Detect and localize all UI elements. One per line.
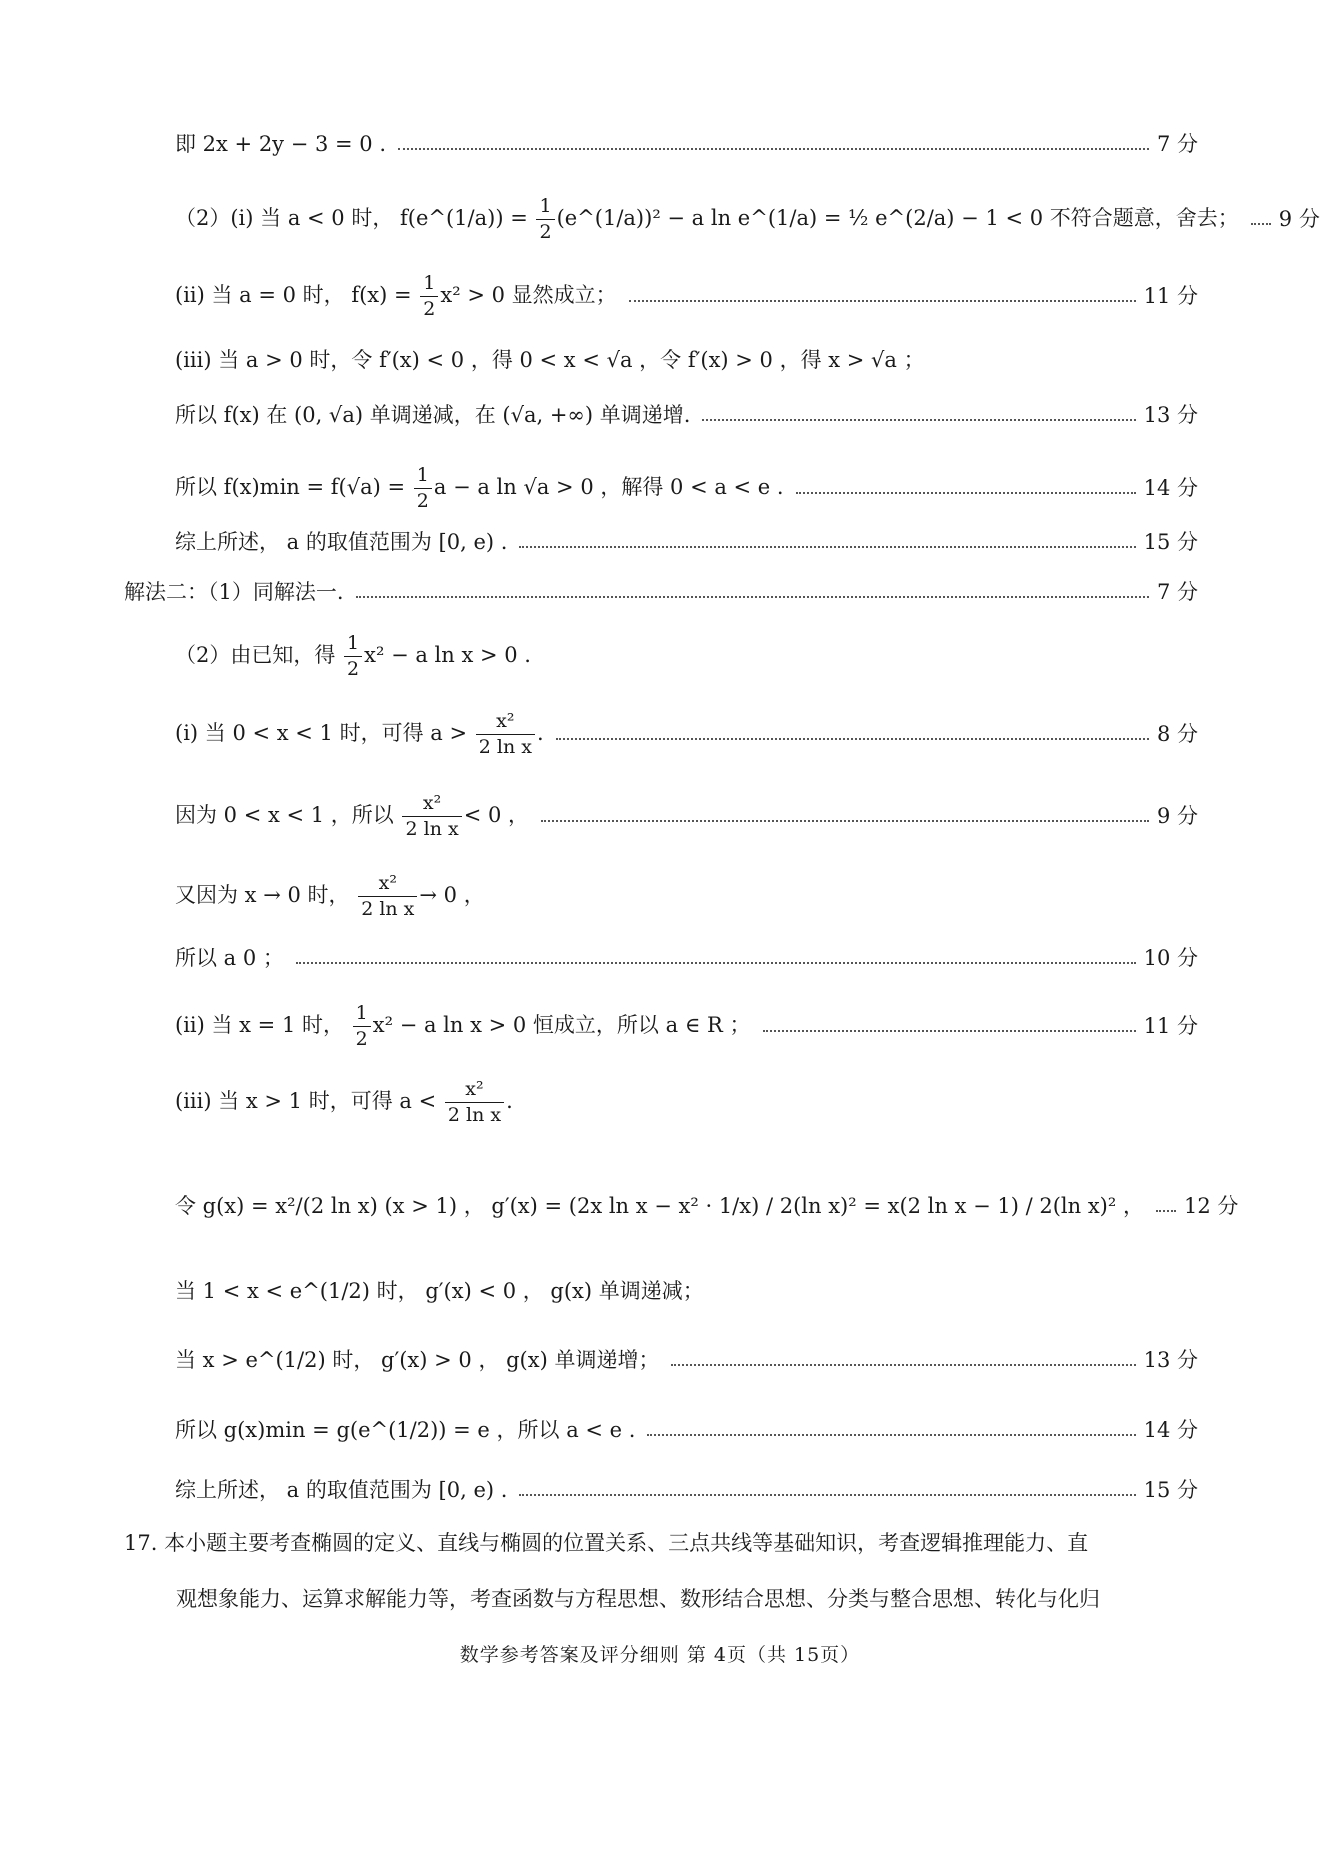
paragraph-line: 观想象能力、运算求解能力等，考查函数与方程思想、数形结合思想、分类与整合思想、转化与化归 (176, 1587, 1100, 1611)
line-10 (175, 712, 1198, 757)
fraction (476, 712, 535, 757)
formula-part: （2）由已知，得 (175, 643, 343, 667)
line-1 (175, 134, 1198, 155)
fraction-denominator: 2 (536, 219, 554, 242)
fraction-numerator: 1 (416, 464, 429, 486)
formula-part: x² − a ln x > 0 . (364, 643, 531, 667)
line-5 (175, 405, 1198, 426)
dot-leader (1251, 223, 1271, 225)
score: 13 分 (1143, 403, 1198, 427)
fraction-numerator: x² (422, 792, 442, 814)
formula-part: . (536, 721, 544, 745)
formula-part: 所以 f(x)min = f(√a) = (175, 475, 412, 499)
fraction-denominator: 2 (414, 488, 432, 511)
fraction (536, 197, 554, 242)
fraction-denominator: 2 (420, 296, 438, 319)
line-7 (175, 532, 1198, 553)
formula (175, 874, 485, 919)
fraction-denominator: 2 ln x (445, 1102, 504, 1125)
line-20 (175, 1480, 1198, 1501)
fraction-numerator: 1 (347, 632, 360, 654)
dot-leader (356, 596, 1149, 598)
line-2 (175, 195, 1320, 243)
formula (175, 712, 544, 757)
line-9 (175, 634, 1198, 679)
formula: 所以 a 0 ； (175, 946, 284, 970)
formula: (iii) 当 a > 0 时，令 f′(x) < 0 ，得 0 < x < √a ，令 f′(x) > 0 ，得 x > √a ； (175, 348, 925, 372)
score: 15 分 (1143, 530, 1198, 554)
line-19 (175, 1420, 1198, 1441)
formula (175, 466, 784, 511)
fraction (402, 794, 461, 839)
score: 15 分 (1143, 1478, 1198, 1502)
line-11 (175, 794, 1198, 839)
line-14 (175, 1004, 1198, 1049)
line-4 (175, 350, 1198, 371)
score: 7 分 (1156, 580, 1198, 604)
problem-17-paragraph (124, 1515, 1202, 1627)
score: 7 分 (1156, 132, 1198, 156)
dot-leader (671, 1364, 1135, 1366)
formula: 所以 f(x) 在 (0, √a) 单调递减，在 (√a, +∞) 单调递增. (175, 403, 691, 427)
formula-part: （2）(i) 当 a < 0 时， f(e^(1/a)) = (175, 206, 535, 230)
formula-part: 又因为 x → 0 时， (175, 883, 357, 907)
line-17 (175, 1281, 1198, 1302)
fraction-numerator: 1 (423, 272, 436, 294)
dot-leader (519, 1494, 1135, 1496)
formula-part: (ii) 当 x = 1 时， (175, 1013, 351, 1037)
formula: 综上所述， a 的取值范围为 [0, e) . (175, 530, 508, 554)
fraction-numerator: x² (378, 872, 397, 894)
formula: 综上所述， a 的取值范围为 [0, e) . (175, 1478, 508, 1502)
fraction (414, 466, 432, 511)
score: 10 分 (1143, 946, 1198, 970)
formula-part: x² − a ln x > 0 恒成立，所以 a ∈ R ； (372, 1013, 751, 1037)
score: 9 分 (1156, 804, 1198, 828)
dot-leader (702, 419, 1135, 421)
dot-leader (763, 1030, 1136, 1032)
fraction (344, 634, 362, 679)
fraction (358, 874, 417, 919)
formula-part: → 0 ， (419, 883, 485, 907)
formula (175, 634, 531, 679)
fraction-numerator: x² (496, 710, 515, 732)
dot-leader (629, 300, 1136, 302)
fraction-numerator: 1 (539, 195, 552, 217)
fraction-numerator: 1 (355, 1002, 368, 1024)
fraction-numerator: x² (465, 1078, 484, 1100)
fraction (353, 1004, 371, 1049)
formula-part: a − a ln √a > 0 ，解得 0 < a < e . (433, 475, 784, 499)
formula: 解法二：（1）同解法一. (124, 580, 344, 604)
formula: 即 2x + 2y − 3 = 0 . (175, 132, 387, 156)
score: 11 分 (1143, 284, 1198, 308)
formula-part: x² > 0 显然成立； (440, 283, 617, 307)
line-15 (175, 1080, 1198, 1125)
dot-leader (296, 962, 1136, 964)
formula (175, 1004, 751, 1049)
fraction-denominator: 2 (353, 1026, 371, 1049)
formula-part: < 0 ， (463, 803, 529, 827)
formula-part: (iii) 当 x > 1 时，可得 a < (175, 1089, 443, 1113)
fraction-denominator: 2 ln x (358, 896, 417, 919)
fraction-denominator: 2 (344, 656, 362, 679)
score: 11 分 (1143, 1014, 1198, 1038)
score: 13 分 (1143, 1348, 1198, 1372)
score: 12 分 (1183, 1194, 1239, 1218)
score: 14 分 (1143, 1418, 1198, 1442)
formula-part: 因为 0 < x < 1 ，所以 (175, 803, 401, 827)
fraction (420, 274, 438, 319)
line-6 (175, 466, 1198, 511)
formula: 当 1 < x < e^(1/2) 时， g′(x) < 0 ， g(x) 单调递减； (175, 1279, 704, 1303)
formula: 令 g(x) = x²/(2 ln x) (x > 1) ， g′(x) = (2x ln x − x² · 1/x) / 2(ln x)² = x(2 ln x − 1) / 2(ln x)² ， (175, 1194, 1144, 1218)
fraction-denominator: 2 ln x (476, 734, 535, 757)
formula-part: (ii) 当 a = 0 时， f(x) = (175, 283, 419, 307)
formula-part: (i) 当 0 < x < 1 时，可得 a > (175, 721, 474, 745)
line-12 (175, 874, 1198, 919)
paragraph-line: 17. 本小题主要考查椭圆的定义、直线与椭圆的位置关系、三点共线等基础知识，考查逻辑推理能力、直 (124, 1531, 1089, 1555)
score: 8 分 (1156, 722, 1198, 746)
line-3 (175, 274, 1198, 319)
line-16 (175, 1194, 1239, 1218)
dot-leader (398, 148, 1149, 150)
dot-leader (647, 1434, 1135, 1436)
formula-part: . (506, 1089, 513, 1113)
fraction-denominator: 2 ln x (402, 816, 461, 839)
page-footer: 数学参考答案及评分细则 第 4页（共 15页） (459, 1644, 861, 1666)
formula (175, 197, 1239, 242)
score: 14 分 (1143, 476, 1198, 500)
line-13 (175, 948, 1198, 969)
formula-part: (e^(1/a))² − a ln e^(1/a) = ½ e^(2/a) − 1 < 0 不符合题意，舍去； (556, 206, 1239, 230)
dot-leader (796, 492, 1136, 494)
formula (175, 1080, 513, 1125)
line-18 (175, 1350, 1198, 1371)
line-8 (124, 582, 1198, 603)
score: 9 分 (1278, 207, 1320, 231)
formula (175, 794, 529, 839)
dot-leader (541, 820, 1149, 822)
fraction (445, 1080, 504, 1125)
dot-leader (1156, 1210, 1176, 1212)
formula (175, 274, 617, 319)
dot-leader (556, 738, 1149, 740)
formula: 所以 g(x)min = g(e^(1/2)) = e ，所以 a < e . (175, 1418, 636, 1442)
dot-leader (519, 546, 1135, 548)
formula: 当 x > e^(1/2) 时， g′(x) > 0 ， g(x) 单调递增； (175, 1348, 660, 1372)
